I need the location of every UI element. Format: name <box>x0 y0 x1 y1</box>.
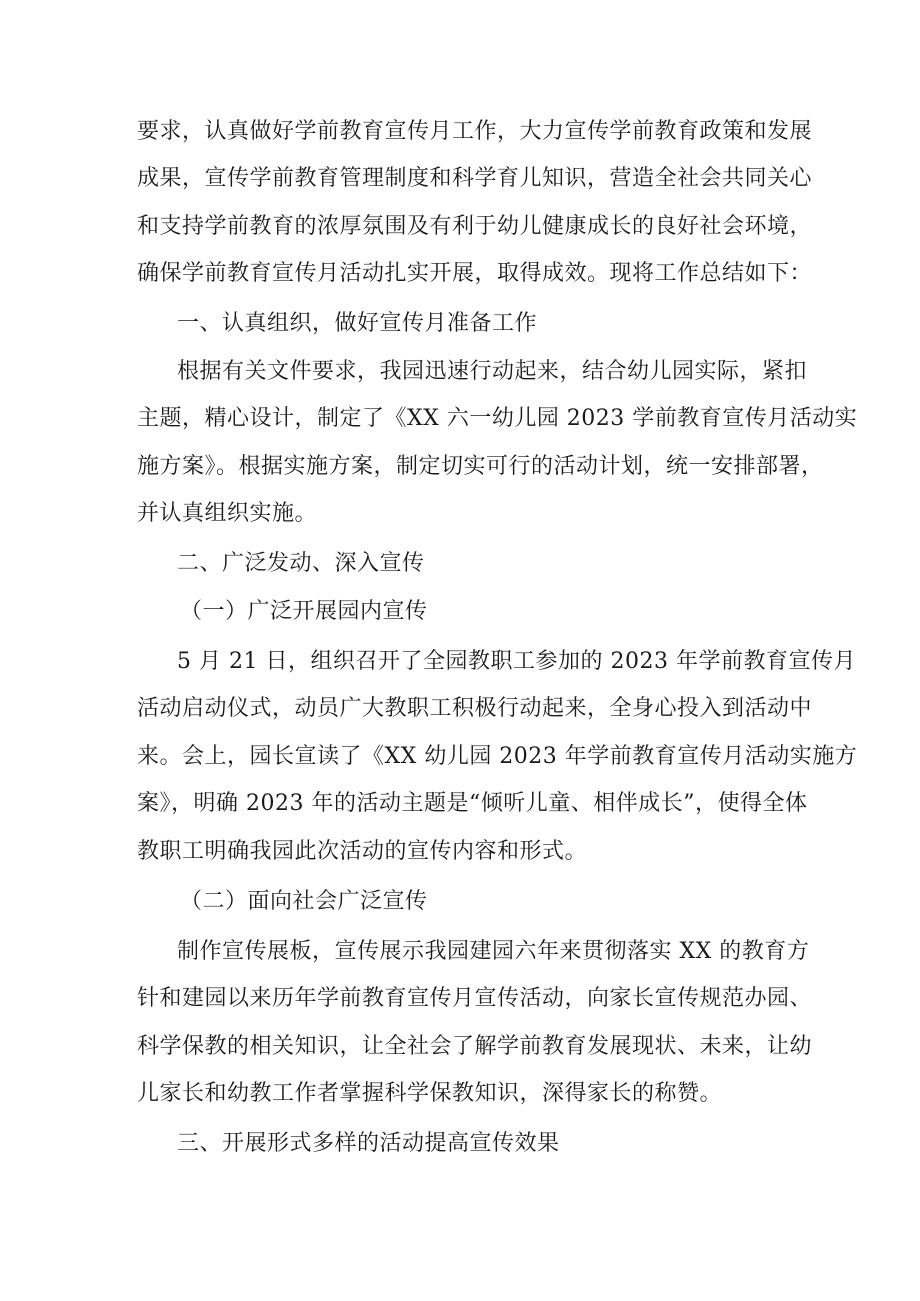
paragraph-line: 针和建园以来历年学前教育宣传月宣传活动，向家长宣传规范办园、 <box>137 986 813 1011</box>
paragraph-line: 来。会上，园长宣读了《XX 幼儿园 2023 年学前教育宣传月活动实施方 <box>137 744 858 769</box>
paragraph-line: 根据有关文件要求，我园迅速行动起来，结合幼儿园实际，紧扣 <box>177 359 808 384</box>
paragraph-line: 主题，精心设计，制定了《XX 六一幼儿园 2023 学前教育宣传月活动实 <box>137 406 858 431</box>
paragraph-line: 和支持学前教育的浓厚氛围及有利于幼儿健康成长的良好社会环境， <box>137 214 813 239</box>
paragraph-line: 施方案》。根据实施方案，制定切实可行的活动计划，统一安排部署， <box>137 454 824 479</box>
paragraph-line: 成果，宣传学前教育管理制度和科学育儿知识，营造全社会共同关心 <box>137 166 813 191</box>
paragraph-line: 案》，明确 2023 年的活动主题是“倾听儿童、相伴成长”，使得全体 <box>137 791 808 816</box>
paragraph-line: 要求，认真做好学前教育宣传月工作，大力宣传学前教育政策和发展 <box>137 119 813 144</box>
section-heading-3: 三、开展形式多样的活动提高宣传效果 <box>177 1131 560 1156</box>
section-heading-2: 二、广泛发动、深入宣传 <box>177 551 425 576</box>
paragraph-line: 制作宣传展板，宣传展示我园建园六年来贯彻落实 XX 的教育方 <box>177 939 810 964</box>
paragraph-line: 儿家长和幼教工作者掌握科学保教知识，深得家长的称赞。 <box>137 1081 723 1106</box>
paragraph-line: 确保学前教育宣传月活动扎实开展，取得成效。现将工作总结如下： <box>137 261 813 286</box>
subsection-heading-1: （一）广泛开展园内宣传 <box>180 599 428 624</box>
subsection-heading-2: （二）面向社会广泛宣传 <box>180 889 428 914</box>
paragraph-line: 教职工明确我园此次活动的宣传内容和形式。 <box>137 839 588 864</box>
paragraph-line: 科学保教的相关知识，让全社会了解学前教育发展现状、未来，让幼 <box>137 1034 813 1059</box>
paragraph-line: 并认真组织实施。 <box>137 501 318 526</box>
section-heading-1: 一、认真组织，做好宣传月准备工作 <box>177 311 538 336</box>
paragraph-line: 5 月 21 日，组织召开了全园教职工参加的 2023 年学前教育宣传月 <box>177 649 856 674</box>
paragraph-line: 活动启动仪式，动员广大教职工积极行动起来，全身心投入到活动中 <box>137 696 813 721</box>
